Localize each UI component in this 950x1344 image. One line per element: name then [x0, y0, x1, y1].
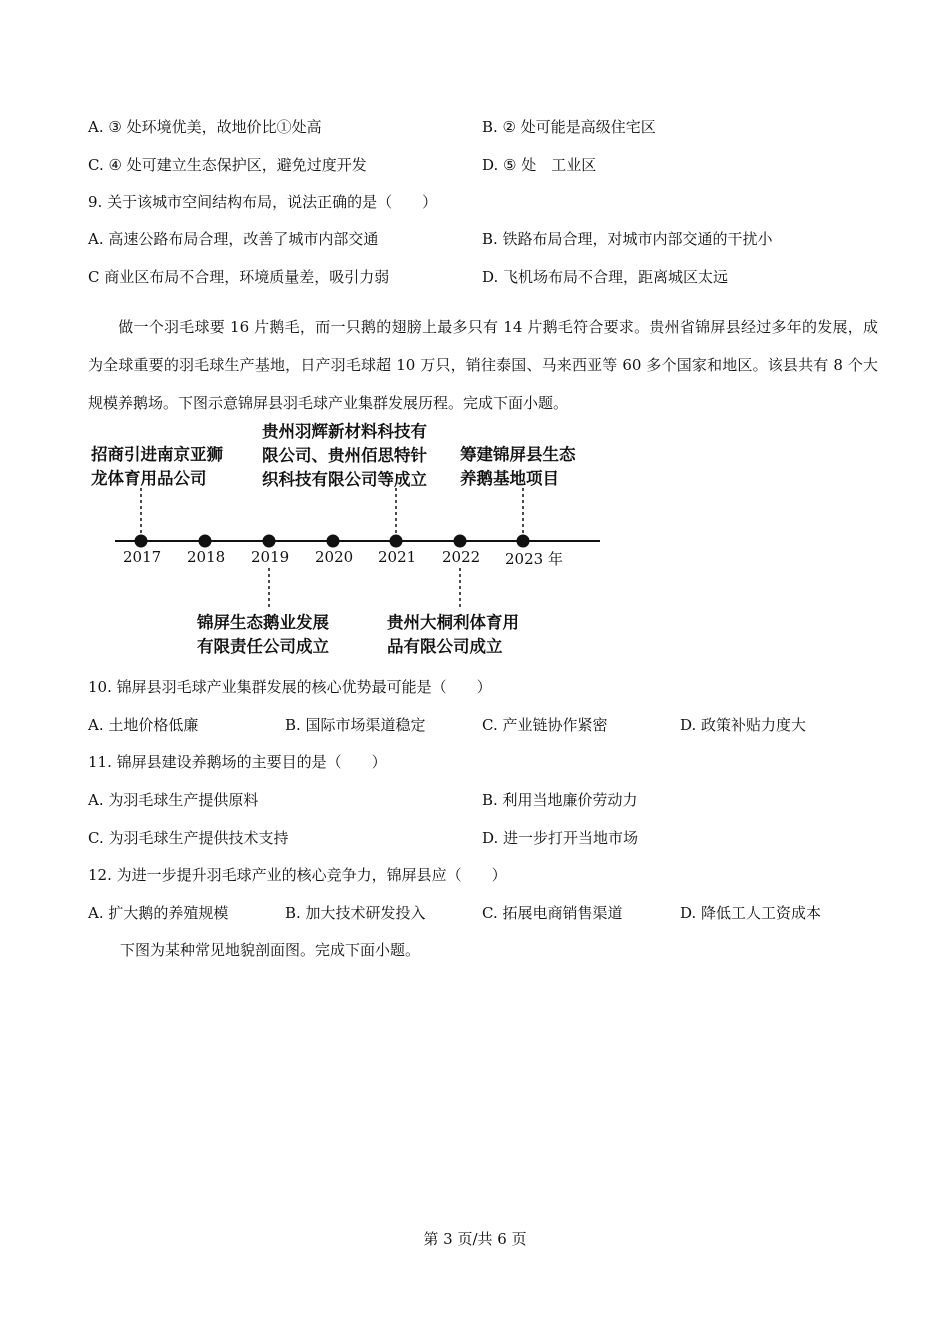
event-2022-line-1: 贵州大桐利体育用: [387, 613, 519, 632]
q12-option-d: D. 降低工人工资成本: [680, 904, 822, 922]
event-2021-line-2: 限公司、贵州佰思特针: [262, 446, 427, 465]
q8-option-d: D. ⑤ 处 工业区: [482, 156, 597, 174]
passage: [88, 308, 878, 422]
page-footer: 第 3 页/共 6 页: [423, 1230, 527, 1248]
passage-text: 做一个羽毛球要 16 片鹅毛，而一只鹅的翅膀上最多只有 14 片鹅毛符合要求。贵州省锦屏县经过多年的发展，成为全球重要的羽毛球生产基地，日产羽毛球超 10 万只，销往泰国、马来西亚等 60 多个国家和地区。该县共有 8 个大规模养鹅场。下图示意锦屏县羽毛球产业集群发展历程。完成下面小题。: [88, 318, 878, 412]
event-2021-line-1: 贵州羽辉新材料科技有: [262, 422, 427, 441]
q11-option-a: A. 为羽毛球生产提供原料: [88, 791, 259, 809]
timeline-dot-2019: [263, 535, 276, 548]
event-2022-line-2: 品有限公司成立: [387, 637, 503, 656]
event-2019-line-1: 锦屏生态鹅业发展: [197, 613, 329, 632]
timeline-dot-2020: [327, 535, 340, 548]
q12-option-a: A. 扩大鹅的养殖规模: [88, 904, 229, 922]
event-2021: [262, 420, 427, 492]
event-2021-line-3: 织科技有限公司等成立: [262, 470, 427, 489]
event-2023-line-2: 养鹅基地项目: [460, 469, 559, 488]
next-section-intro: 下图为某种常见地貌剖面图。完成下面小题。: [120, 941, 421, 959]
year-label-2018: 2018: [187, 548, 226, 566]
event-2023-line-1: 筹建锦屏县生态: [460, 445, 576, 464]
year-label-2017: 2017: [123, 548, 162, 566]
q9-option-c: C 商业区布局不合理，环境质量差，吸引力弱: [88, 268, 390, 286]
q12-option-b: B. 加大技术研发投入: [285, 904, 426, 922]
q11-option-b: B. 利用当地廉价劳动力: [482, 791, 638, 809]
q12-stem: 12. 为进一步提升羽毛球产业的核心竞争力，锦屏县应（ ）: [88, 866, 507, 884]
timeline-dot-2017: [135, 535, 148, 548]
q8-option-c: C. ④ 处可建立生态保护区，避免过度开发: [88, 156, 367, 174]
q10-option-a: A. 土地价格低廉: [88, 716, 199, 734]
year-label-2019: 2019: [251, 548, 290, 566]
q8-option-a: A. ③ 处环境优美，故地价比①处高: [88, 118, 322, 136]
event-2023: [460, 443, 576, 491]
timeline-figure: [91, 418, 605, 668]
event-2019: [197, 611, 329, 659]
year-label-2021: 2021: [378, 548, 417, 566]
q9-option-a: A. 高速公路布局合理，改善了城市内部交通: [88, 230, 379, 248]
timeline-dot-2018: [199, 535, 212, 548]
q12-option-c: C. 拓展电商销售渠道: [482, 904, 623, 922]
year-label-2020: 2020: [315, 548, 354, 566]
timeline-dot-2022: [454, 535, 467, 548]
q11-option-d: D. 进一步打开当地市场: [482, 829, 639, 847]
event-2022: [387, 611, 519, 659]
event-2019-line-2: 有限责任公司成立: [197, 637, 329, 656]
q8-option-b: B. ② 处可能是高级住宅区: [482, 118, 656, 136]
year-label-2023: 2023 年: [505, 550, 563, 568]
q9-option-b: B. 铁路布局合理，对城市内部交通的干扰小: [482, 230, 773, 248]
q10-stem: 10. 锦屏县羽毛球产业集群发展的核心优势最可能是（ ）: [88, 678, 492, 696]
timeline-dot-2023: [517, 535, 530, 548]
q11-option-c: C. 为羽毛球生产提供技术支持: [88, 829, 289, 847]
q11-stem: 11. 锦屏县建设养鹅场的主要目的是（ ）: [88, 753, 387, 771]
year-label-2022: 2022: [442, 548, 481, 566]
q10-option-d: D. 政策补贴力度大: [680, 716, 807, 734]
q10-option-c: C. 产业链协作紧密: [482, 716, 608, 734]
event-2017-line-2: 龙体育用品公司: [91, 469, 207, 488]
q9-stem: 9. 关于该城市空间结构布局，说法正确的是（ ）: [88, 193, 438, 211]
q9-option-d: D. 飞机场布局不合理，距离城区太远: [482, 268, 729, 286]
event-2017: [91, 443, 223, 491]
timeline-dot-2021: [390, 535, 403, 548]
event-2017-line-1: 招商引进南京亚狮: [91, 445, 223, 464]
q10-option-b: B. 国际市场渠道稳定: [285, 716, 426, 734]
